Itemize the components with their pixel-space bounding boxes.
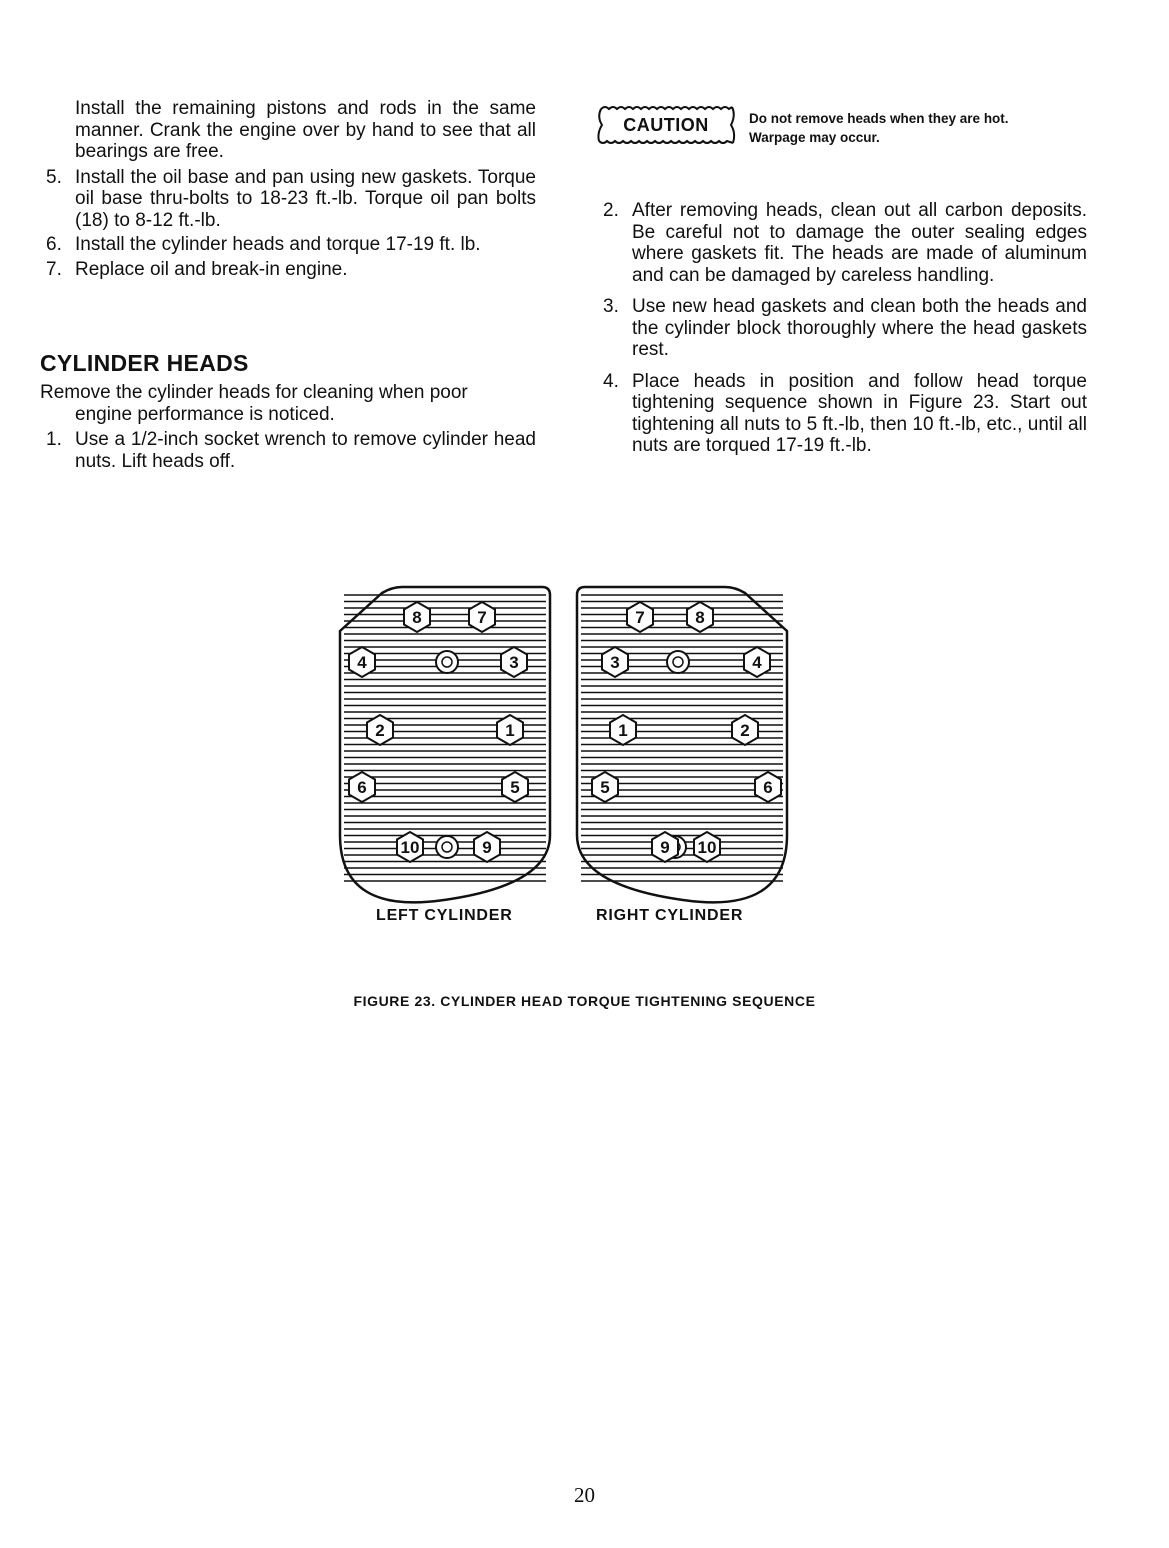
step-number: 1. (46, 429, 62, 450)
step-text: After removing heads, clean out all carbon deposits. Be careful not to damage the outer sealing edges where gaskets fit. The heads are made of aluminum and can be damaged by careless handling. (632, 200, 1087, 286)
step-number: 5. (46, 166, 62, 188)
nut-sequence-number: 8 (695, 608, 705, 627)
caution-text: Do not remove heads when they are hot. Warpage may occur. (749, 111, 1009, 145)
nut-sequence-number: 1 (618, 721, 628, 740)
step-number: 3. (603, 296, 619, 317)
step-4-continuation: Install the remaining pistons and rods in the same manner. Crank the engine over by hand to see that all bearings are free. (75, 98, 536, 162)
step-7 (40, 259, 536, 281)
figure-23 (320, 575, 800, 935)
cylinder-heads-diagram (320, 575, 800, 905)
step-text: Replace oil and break-in engine. (75, 258, 348, 280)
step-1 (40, 429, 536, 472)
nut-sequence-number: 6 (763, 778, 773, 797)
section-heading: CYLINDER HEADS (40, 350, 249, 376)
spark-plug-hole-inner (442, 842, 452, 852)
step-2 (597, 200, 1087, 286)
spark-plug-hole-inner (442, 657, 452, 667)
step-number: 4. (603, 370, 619, 392)
step-text: Install the oil base and pan using new gaskets. Torque oil base thru-bolts to 18-23 ft.-lb. Torque oil pan bolts (18) to 8-12 ft.-lb. (75, 166, 536, 231)
nut-sequence-number: 5 (600, 778, 610, 797)
nut-sequence-number: 7 (635, 608, 645, 627)
nut-sequence-number: 3 (509, 653, 519, 672)
caution-badge (595, 103, 737, 147)
page-number: 20 (574, 1483, 595, 1507)
caution-label: CAUTION (623, 115, 709, 135)
step-4 (597, 371, 1087, 457)
nut-sequence-number: 2 (375, 721, 385, 740)
nut-sequence-number: 9 (660, 838, 670, 857)
step-text: Use a 1/2-inch socket wrench to remove cylinder head nuts. Lift heads off. (75, 429, 536, 472)
spark-plug-hole-inner (673, 657, 683, 667)
nut-sequence-number: 4 (357, 653, 367, 672)
intro-line-2: engine performance is noticed. (75, 403, 335, 425)
step-3 (597, 296, 1087, 361)
figure-caption: FIGURE 23. CYLINDER HEAD TORQUE TIGHTENING SEQUENCE (353, 993, 816, 1009)
nut-sequence-number: 5 (510, 778, 520, 797)
nut-sequence-number: 4 (752, 653, 762, 672)
nut-sequence-number: 2 (740, 721, 750, 740)
caution-notice (595, 103, 1075, 153)
left-cylinder-label: LEFT CYLINDER (376, 907, 513, 924)
head-body (577, 587, 787, 902)
nut-sequence-number: 7 (477, 608, 487, 627)
intro-line-1: Remove the cylinder heads for cleaning when poor (40, 382, 468, 403)
left-cylinder-head (340, 587, 550, 902)
step-5 (40, 167, 536, 232)
nut-sequence-number: 10 (697, 838, 717, 857)
step-text: Place heads in position and follow head torque tightening sequence shown in Figure 23. Start out tightening all nuts to 5 ft.-lb, then 10 ft.-lb, etc., until all nuts are torqued 17-19 ft.-lb. (632, 370, 1087, 456)
nut-sequence-number: 8 (412, 608, 422, 627)
step-6 (40, 234, 536, 256)
step-number: 7. (46, 258, 62, 280)
right-cylinder-head (577, 587, 787, 902)
nut-sequence-number: 6 (357, 778, 367, 797)
nut-sequence-number: 9 (482, 838, 492, 857)
head-body (340, 587, 550, 902)
step-text: Install the cylinder heads and torque 17-19 ft. lb. (75, 234, 481, 255)
nut-sequence-number: 10 (400, 838, 420, 857)
section-intro (40, 382, 536, 425)
right-cylinder-label: RIGHT CYLINDER (596, 907, 744, 924)
step-number: 6. (46, 234, 62, 255)
left-column (40, 98, 536, 475)
nut-sequence-number: 1 (505, 721, 515, 740)
step-number: 2. (603, 200, 619, 221)
right-column (597, 200, 1087, 460)
nut-sequence-number: 3 (610, 653, 620, 672)
step-text: Use new head gaskets and clean both the heads and the cylinder block thoroughly where the head gaskets rest. (632, 296, 1087, 360)
